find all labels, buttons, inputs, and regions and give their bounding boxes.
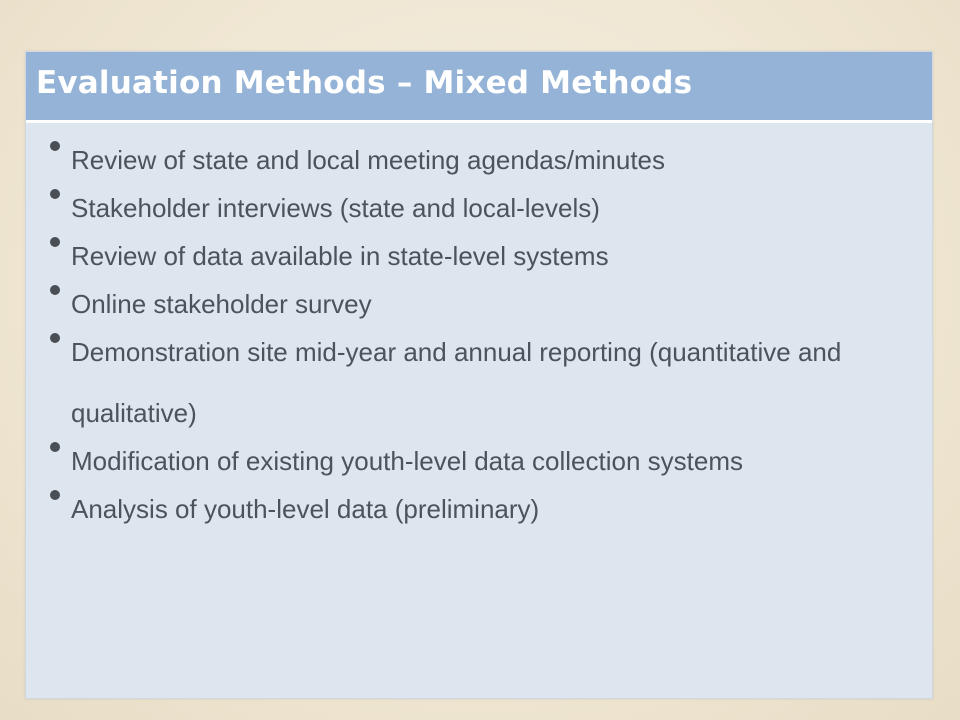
bullet-text: Analysis of youth-level data (preliminary) (71, 494, 540, 524)
bullet-icon (50, 490, 60, 500)
bullet-icon (50, 333, 60, 343)
bullet-text: Demonstration site mid-year and annual reporting (quantitative and qualitative) (71, 337, 842, 428)
bullet-icon (50, 442, 60, 452)
content-panel (25, 51, 933, 699)
bullet-text: Review of data available in state-level systems (71, 241, 609, 271)
bullet-icon (50, 189, 60, 199)
bullet-text: Online stakeholder survey (71, 289, 372, 319)
list-item (26, 322, 861, 444)
bullet-text: Review of state and local meeting agendas/minutes (71, 145, 666, 175)
bullet-icon (50, 285, 60, 295)
bullet-text: Stakeholder interviews (state and local-levels) (71, 193, 600, 223)
bullet-text: Modification of existing youth-level data collection systems (71, 446, 743, 476)
list-item (26, 479, 861, 540)
bullet-icon (50, 237, 60, 247)
bullet-icon (50, 141, 60, 151)
title-bar (26, 52, 932, 123)
slide-title: Evaluation Methods – Mixed Methods (36, 65, 693, 101)
bullet-list (26, 146, 861, 543)
